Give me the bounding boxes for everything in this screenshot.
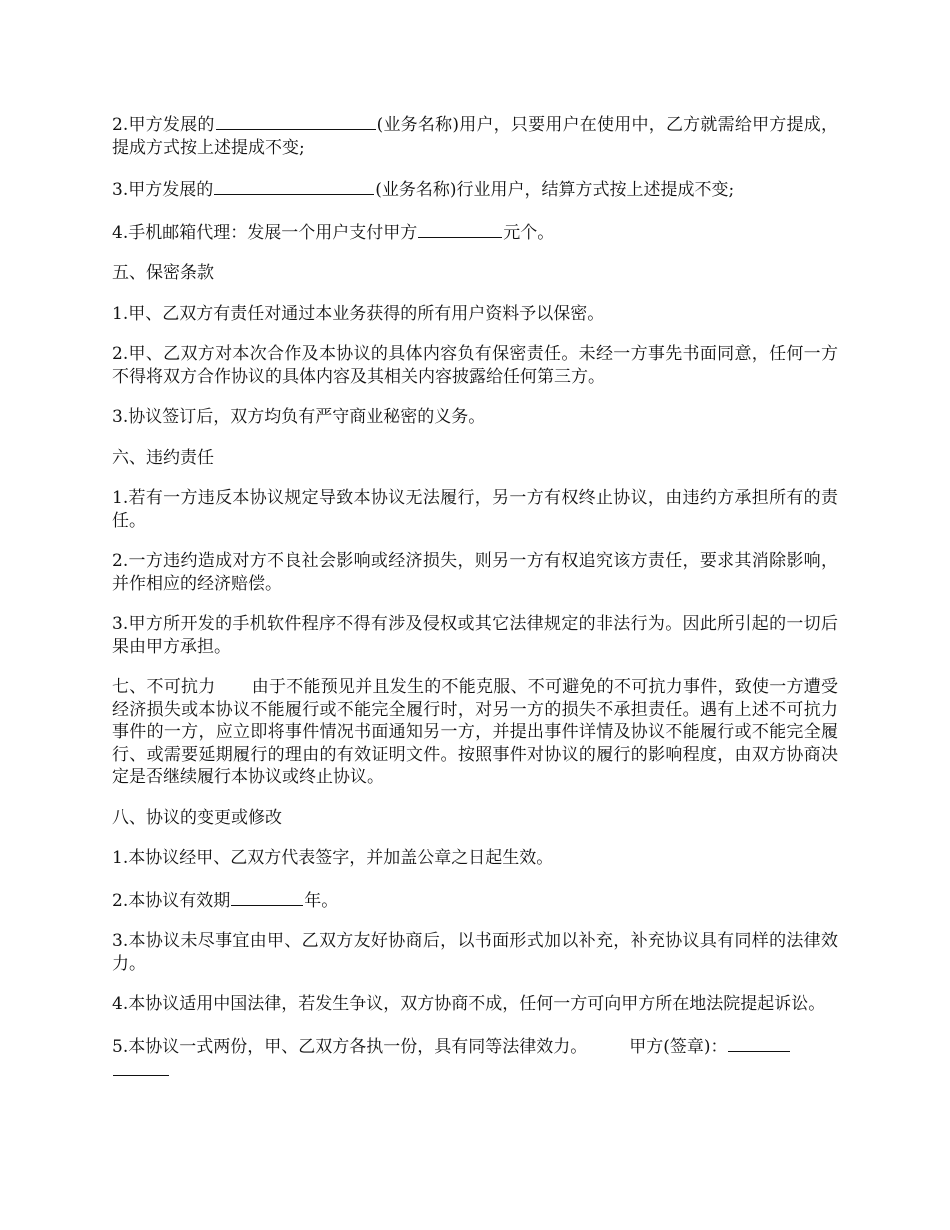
confidentiality-clause-3: 3.协议签订后，双方均负有严守商业秘密的义务。 (112, 407, 486, 427)
clause-text: (业务名称)行业用户，结算方式按上述提成不变; (375, 180, 735, 200)
section-heading-amendment: 八、协议的变更或修改 (112, 807, 282, 828)
section-heading-force-majeure: 七、不可抗力 (112, 677, 216, 697)
clause-text: 4.手机邮箱代理：发展一个用户支付甲方 (112, 222, 418, 243)
amendment-clause-2 (112, 888, 838, 913)
section-heading-confidentiality: 五、保密条款 (112, 263, 214, 283)
business-name-blank[interactable] (214, 177, 374, 195)
breach-clause-1: 1.若有一方违反本协议规定导致本协议无法履行，另一方有权终止协议，由违约方承担所有的责任。 (112, 488, 838, 531)
party-a-signature-label: 甲方(签章)： (629, 1036, 728, 1057)
amendment-clause-5 (112, 1034, 838, 1083)
breach-clause-2: 2.一方违约造成对方不良社会影响或经济损失，则另一方有权追究该方责任，要求其消除影响，并作相应的经济赔偿。 (112, 551, 838, 594)
amendment-clause-3: 3.本协议未尽事宜由甲、乙双方友好协商后，以书面形式加以补充，补充协议具有同样的法律效力。 (112, 931, 838, 974)
clause-text: (业务名称)用户，只要用户在使用中，乙方就需给甲方提成，提成方式按上述提成不变; (112, 115, 838, 158)
force-majeure-body: 由于不能预见并且发生的不能克服、不可避免的不可抗力事件，致使一方遭受经济损失或本协议不能履行或不能完全履行时，对另一方的损失不承担责任。遇有上述不可抗力事件的一方，应立即将事件情况书面通知另一方，并提出事件详情及协议不能履行或不能完全履行、或需要延期履行的理由的有效证明文件。按照事件对协议的履行的影响程度，由双方协商决定是否继续履行本协议或终止协议。 (112, 677, 838, 787)
party-a-signature-blank-continued[interactable] (113, 1058, 169, 1076)
validity-period-blank[interactable] (231, 888, 303, 906)
clause-text: 2.甲方发展的 (112, 115, 215, 135)
clause-text: 5.本协议一式两份，甲、乙双方各执一份，具有同等法律效力。 (112, 1036, 588, 1057)
amount-blank[interactable] (418, 220, 502, 238)
document-page (112, 112, 838, 1101)
clause-text: 年。 (304, 890, 339, 911)
amendment-clause-4: 4.本协议适用中国法律，若发生争议，双方协商不成，任何一方可向甲方所在地法院提起诉讼。 (112, 994, 826, 1014)
clause-text: 2.本协议有效期 (112, 890, 231, 911)
amendment-clause-1: 1.本协议经甲、乙双方代表签字，并加盖公章之日起生效。 (112, 848, 554, 868)
clause-text: 3.甲方发展的 (112, 180, 214, 200)
force-majeure-clause (112, 676, 838, 789)
business-name-blank[interactable] (216, 112, 376, 130)
clause-4-mailbox-agent (112, 220, 838, 245)
confidentiality-clause-1: 1.甲、乙双方有责任对通过本业务获得的所有用户资料予以保密。 (112, 303, 605, 324)
clause-3-industry-users (112, 177, 838, 202)
confidentiality-clause-2: 2.甲、乙双方对本次合作及本协议的具体内容负有保密责任。未经一方事先书面同意，任何一方不得将双方合作协议的具体内容及其相关内容披露给任何第三方。 (112, 344, 838, 387)
clause-text: 元个。 (503, 222, 555, 243)
clause-2-business-users (112, 112, 838, 159)
breach-clause-3: 3.甲方所开发的手机软件程序不得有涉及侵权或其它法律规定的非法行为。因此所引起的一切后果由甲方承担。 (112, 614, 838, 657)
party-a-signature-blank[interactable] (728, 1034, 790, 1052)
section-heading-breach: 六、违约责任 (112, 447, 214, 468)
